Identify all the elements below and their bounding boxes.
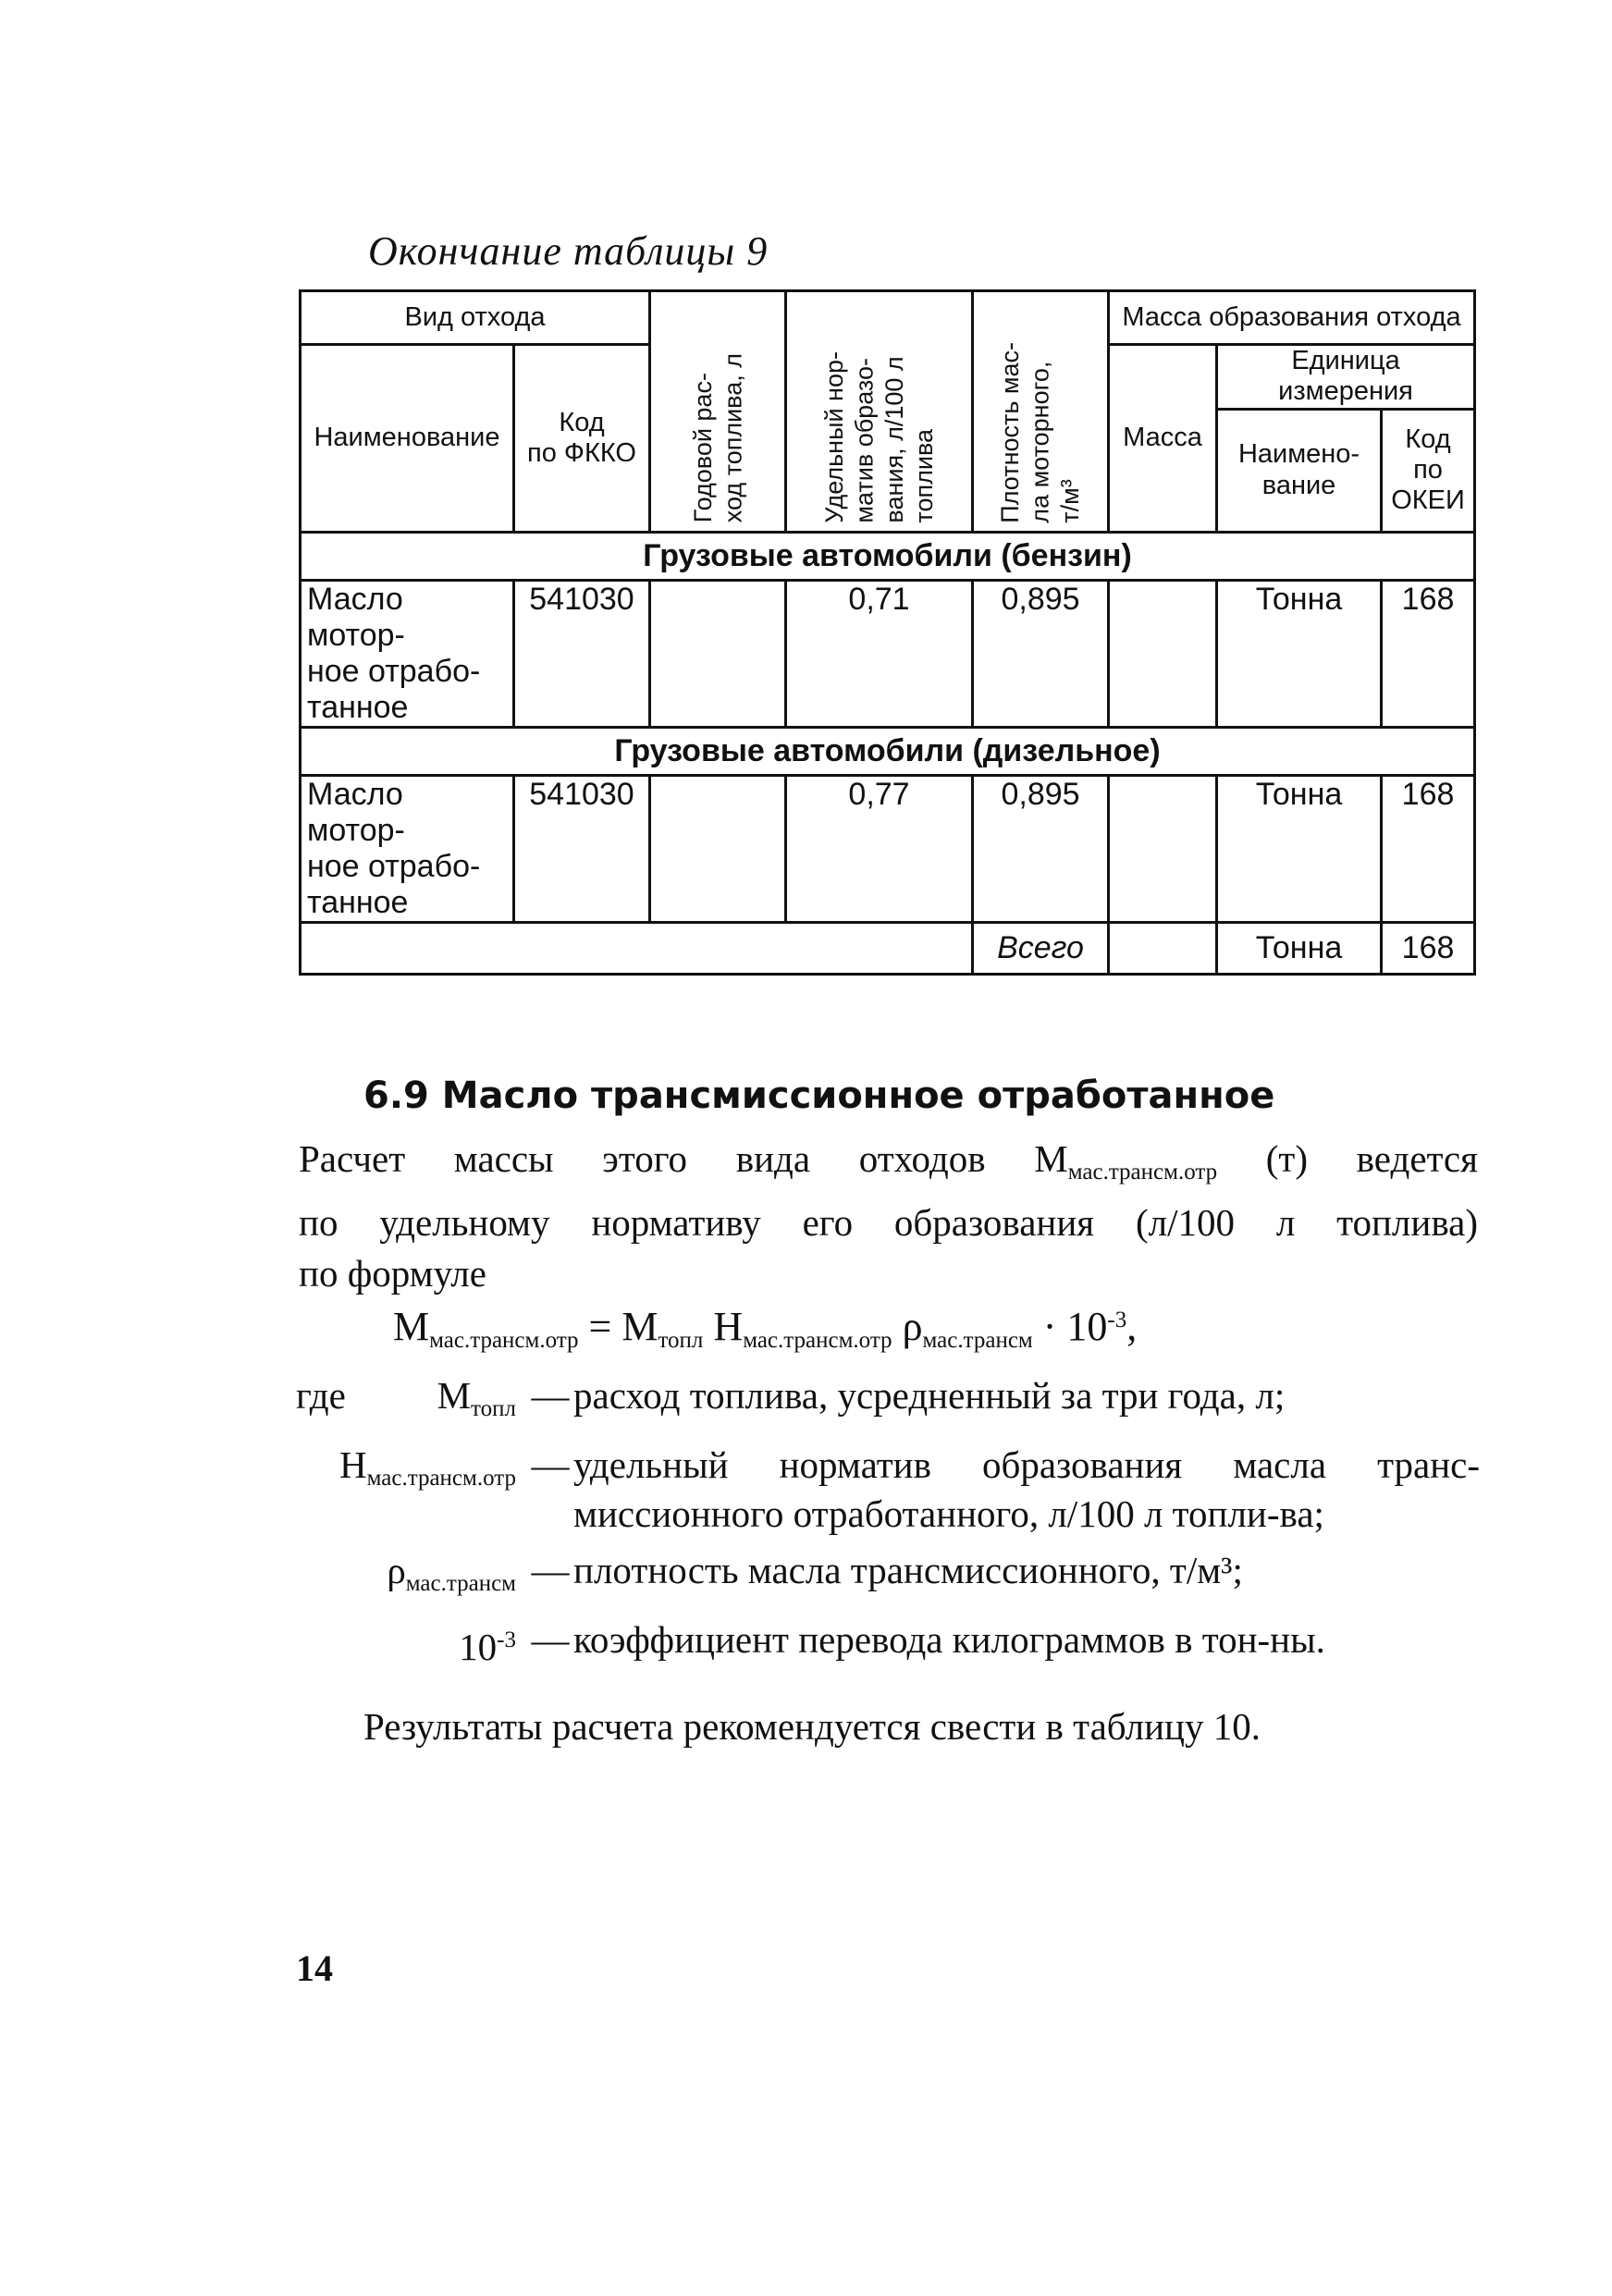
cell-total-label: Всего: [973, 923, 1109, 975]
cell-kod: 541030: [514, 776, 650, 923]
header-edinica-naim: Наимено- вание: [1217, 409, 1382, 532]
cell-kod: 541030: [514, 580, 650, 727]
table-row: [301, 580, 1475, 727]
header-massa: Масса: [1109, 345, 1217, 533]
table-row: [301, 776, 1475, 923]
definitions-list: [296, 1371, 1480, 1679]
header-plotnost: Плотность мас- ла моторного, т/м³: [973, 291, 1109, 533]
definition-symbol: $Н_{мас.трансм.отр}$: [339, 1443, 516, 1491]
section-heading: 6.9 Масло трансмиссионное отработанное: [363, 1074, 1275, 1117]
definition-item: $\rho_{мас.трансм}$ — плотность масла трансмиссионного, т/м³;: [296, 1546, 1480, 1608]
definition-text: коэффициент перевода килограммов в тон-ны.: [573, 1618, 1325, 1661]
result-paragraph: Результаты расчета рекомендуется свести в таблицу 10.: [363, 1705, 1261, 1748]
cell-name: Масло мотор- ное отрабо- танное: [301, 776, 514, 923]
cell-normativ: 0,77: [786, 776, 973, 923]
header-vid-otkhoda: Вид отхода: [301, 291, 650, 345]
section-title-dizel: Грузовые автомобили (дизельное): [301, 728, 1475, 776]
intro-line-3: по формуле: [299, 1252, 486, 1295]
cell-unit: Тонна: [1217, 580, 1382, 727]
cell-massa: [1109, 776, 1217, 923]
definition-item: где $М_{топл}$ — расход топлива, усредненный за три года, л;: [296, 1371, 1480, 1433]
cell-okei: 168: [1382, 580, 1475, 727]
definition-symbol: $10^{-3}$: [459, 1626, 516, 1668]
header-kod-fkko: Код по ФККО: [514, 345, 650, 533]
waste-table: [299, 289, 1476, 976]
header-edinica: Единица измерения: [1217, 345, 1475, 410]
definition-symbol: $\rho_{мас.трансм}$: [387, 1549, 516, 1596]
table-caption: Окончание таблицы 9: [368, 228, 769, 274]
cell-name: Масло мотор- ное отрабо- танное: [301, 580, 514, 727]
intro-line-2: по удельному нормативу его образования (л/100 л топлива): [299, 1201, 1478, 1244]
cell-normativ: 0,71: [786, 580, 973, 727]
cell-raskhod: [650, 580, 786, 727]
cell-raskhod: [650, 776, 786, 923]
intro-line-1: Расчет массы этого вида отходов $М_{мас.трансм.отр}$ (т) ведется: [299, 1137, 1478, 1185]
cell-empty: [301, 923, 973, 975]
definition-item: $10^{-3}$ — коэффициент перевода килограммов в тон-ны.: [296, 1615, 1480, 1672]
formula: $М_{мас.трансм.отр} = М_{топл}$ $Н_{мас.трансм.отр}$ $\rho_{мас.трансм} \cdot 10^{-3}$,: [393, 1304, 1138, 1353]
cell-massa: [1109, 580, 1217, 727]
header-naimenovanie: Наименование: [301, 345, 514, 533]
header-massa-obrazovaniya: Масса образования отхода: [1109, 291, 1475, 345]
cell-plotnost: 0,895: [973, 776, 1109, 923]
cell-total-okei: 168: [1382, 923, 1475, 975]
page-number: 14: [296, 1947, 333, 1989]
header-godovoy-raskhod: Годовой рас- ход топлива, л: [650, 291, 786, 533]
definition-text: удельный норматив образования масла транс-миссионного отработанного, л/100 л топли-ва;: [573, 1443, 1480, 1535]
header-udelny-normativ: Удельный нор- матив образо- вания, л/100 л топлива: [786, 291, 973, 533]
cell-plotnost: 0,895: [973, 580, 1109, 727]
cell-total-unit: Тонна: [1217, 923, 1382, 975]
definition-symbol: $М_{топл}$: [437, 1374, 516, 1421]
definition-item: $Н_{мас.трансм.отр}$ — удельный норматив образования масла транс-миссионного отработанного, л/100 л топли-ва;: [296, 1441, 1480, 1539]
table-total-row: [301, 923, 1475, 975]
definition-text: расход топлива, усредненный за три года, л;: [573, 1374, 1286, 1417]
definition-text: плотность масла трансмиссионного, т/м³;: [573, 1549, 1243, 1591]
cell-okei: 168: [1382, 776, 1475, 923]
definition-prefix: где: [296, 1374, 346, 1417]
cell-total-massa: [1109, 923, 1217, 975]
intro-paragraph: [299, 1134, 1478, 1299]
section-title-benzin: Грузовые автомобили (бензин): [301, 532, 1475, 580]
cell-unit: Тонна: [1217, 776, 1382, 923]
header-kod-okei: Код по ОКЕИ: [1382, 409, 1475, 532]
